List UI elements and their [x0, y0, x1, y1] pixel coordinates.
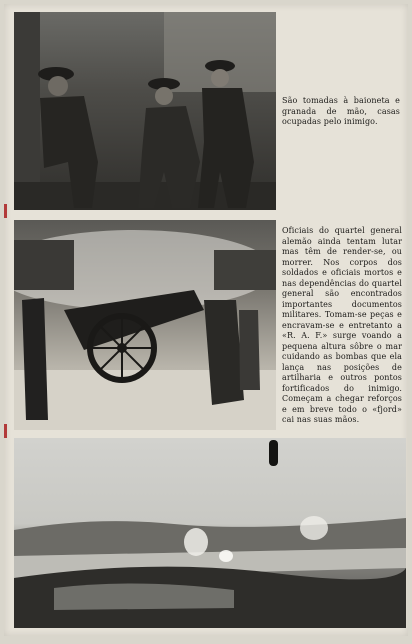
- photo-fjord-bombing: [14, 438, 406, 628]
- photo-artillery-burning-town: [14, 220, 276, 430]
- page-edge-mark: [4, 424, 7, 438]
- caption-second: Oficiais do quartel general alemão ainda tentam lutar mas têm de render-se, ou morrer. Nos corpos dos soldados e oficiais mortos e nas dependências do quartel general são encontrados importantes documentos militares. Tomam-se peças e encravam-se e entretanto a «R. A. F.» surge voando a pequena altura sôbre o mar cuidando as bombas que ela lança nas posições de artilharia e outros pontos fortificados do inimigo. Começam a chegar reforços e em breve todo o «fjord» cai nas suas mãos.: [282, 226, 402, 424]
- photo-soldiers-advancing: [14, 12, 276, 210]
- caption-first: São tomadas à baioneta e granada de mão, casas ocupadas pelo inimigo.: [282, 96, 400, 126]
- magazine-page: [4, 4, 408, 636]
- page-edge-mark: [4, 204, 7, 218]
